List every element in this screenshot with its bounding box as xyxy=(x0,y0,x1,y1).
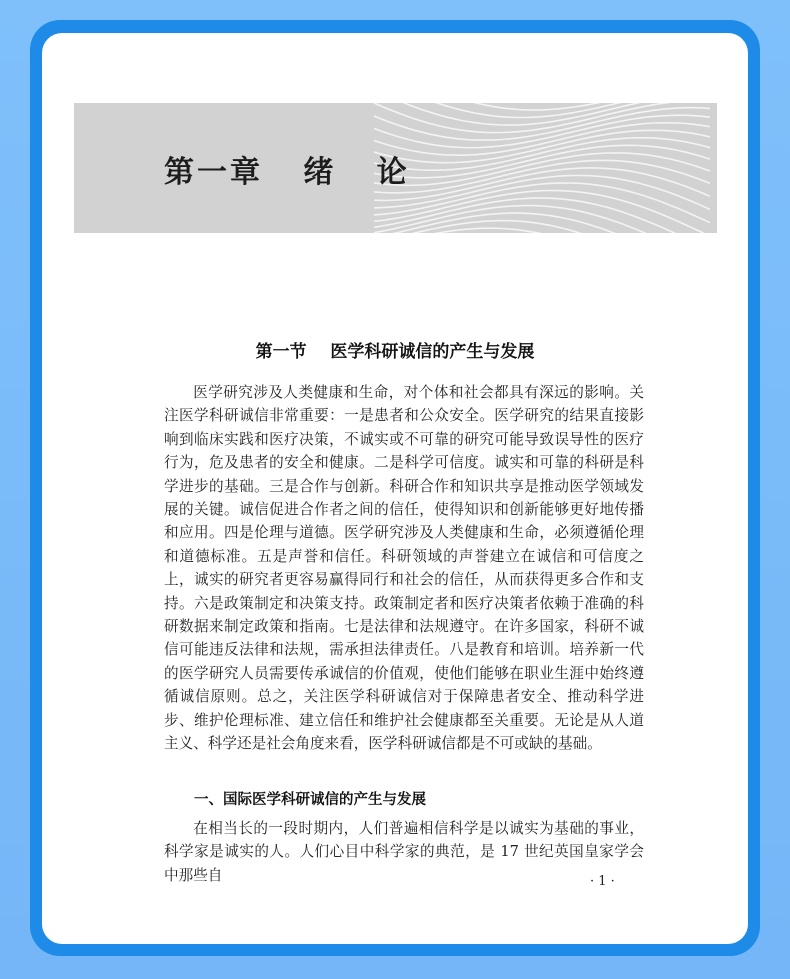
page-number: · 1 · xyxy=(590,874,615,889)
subsection-title: 一、国际医学科研诚信的产生与发展 xyxy=(194,792,426,808)
wave-line xyxy=(374,206,710,233)
section-title: 第一节 医学科研诚信的产生与发展 xyxy=(255,342,535,362)
book-page xyxy=(42,33,748,944)
chapter-title: 第一章 绪 论 xyxy=(164,155,410,190)
wave-line xyxy=(374,176,710,210)
wave-line xyxy=(374,115,710,148)
wave-line xyxy=(374,160,710,192)
paragraph-1: 医学研究涉及人类健康和生命，对个体和社会都具有深远的影响。关注医学科研诚信非常重要：一是患者和公众安全。医学研究的结果直接影响到临床实践和医疗决策，不诚实或不可靠的研究可能导致误导性的医疗行为，危及患者的安全和健康。二是科学可信度。诚实和可靠的科研是科学进步的基础。三是合作与创新。科研合作和知识共享是推动医学领域发展的关键。诚信促进合作者之间的信任，使得知识和创新能够更好地传播和应用。四是伦理与道德。医学研究涉及人类健康和生命，必须遵循伦理和道德标准。五是声誉和信任。科研领域的声誉建立在诚信和可信度之上，诚实的研究者更容易赢得同行和社会的信任，从而获得更多合作和支持。六是政策制定和决策支持。政策制定者和医疗决策者依赖于准确的科研数据来制定政策和指南。七是法律和法规遵守。在许多国家，科研不诚信可能违反法律和法规，需承担法律责任。八是教育和培训。培养新一代的医学研究人员需要传承诚信的价值观，使他们能够在职业生涯中始终遵循诚信原则。总之，关注医学科研诚信对于保障患者安全、推动科学进步、维护伦理标准、建立信任和维护社会健康都至关重要。无论是从人道主义、科学还是社会角度来看，医学科研诚信都是不可或缺的基础。 xyxy=(164,384,644,753)
wave-line xyxy=(374,103,710,133)
wave-line xyxy=(374,108,710,140)
chapter-banner xyxy=(74,103,717,233)
paragraph-2: 在相当长的一段时期内，人们普遍相信科学是以诚实为基础的事业，科学家是诚实的人。人们心目中科学家的典范，是 17 世纪英国皇家学会中那些自 xyxy=(164,820,644,884)
